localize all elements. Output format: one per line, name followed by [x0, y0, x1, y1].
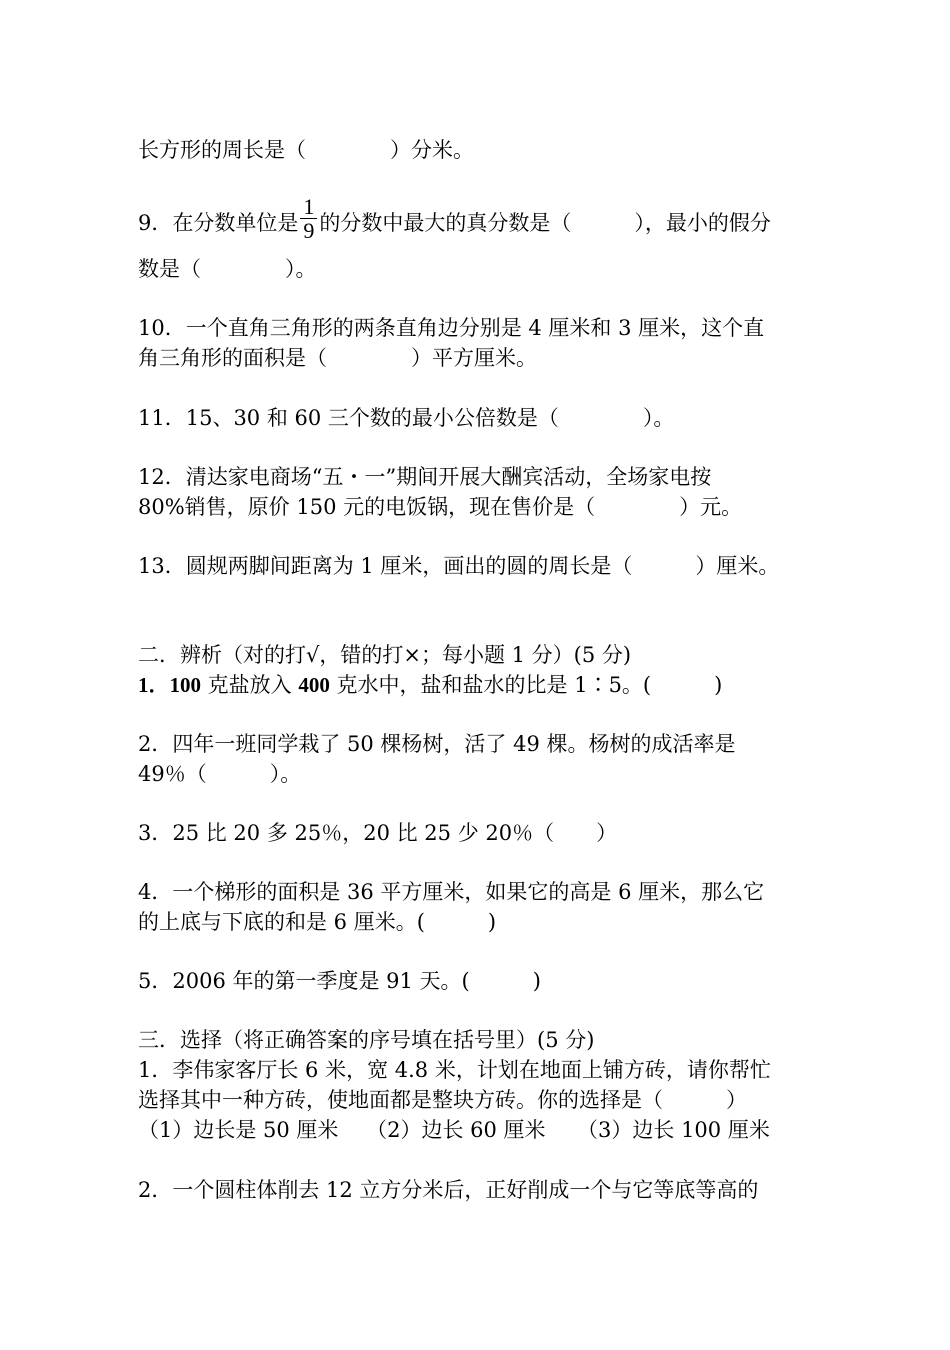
q9-text-a: 9．在分数单位是 — [138, 211, 299, 235]
section-2-question-3: 3．25 比 20 多 25％，20 比 25 少 20％（ ） — [138, 821, 618, 845]
q9-text-b: 的分数中最大的真分数是（ ），最小的假分 — [319, 211, 771, 235]
question-13: 13．圆规两脚间距离为 1 厘米，画出的圆的周长是（ ）厘米。 — [138, 554, 780, 578]
question-10-line-2: 角三角形的面积是（ ）平方厘米。 — [138, 346, 537, 370]
section-2-question-4-line-2: 的上底与下底的和是 6 厘米。( ) — [138, 910, 497, 934]
s2q1-number: 1．100 — [138, 673, 201, 697]
section-3-question-2-line-1: 2．一个圆柱体削去 12 立方分米后，正好削成一个与它等底等高的 — [138, 1178, 759, 1202]
section-3-title: 三．选择（将正确答案的序号填在括号里）(5 分) — [138, 1028, 595, 1052]
section-3-question-1-line-2: 选择其中一种方砖，使地面都是整块方砖。你的选择是（ ） — [138, 1088, 747, 1112]
section-2-question-2-line-2: 49％（ ）。 — [138, 762, 302, 786]
section-2-question-5: 5．2006 年的第一季度是 91 天。( ) — [138, 969, 541, 993]
question-12-line-2: 80%销售，原价 150 元的电饭锅，现在售价是（ ）元。 — [138, 495, 743, 519]
s2q1-bold-400: 400 — [298, 673, 330, 697]
section-2-title: 二．辨析（对的打√，错的打×；每小题 1 分）(5 分) — [138, 643, 632, 667]
fraction-one-ninth — [300, 196, 317, 241]
section-2-question-4-line-1: 4．一个梯形的面积是 36 平方厘米，如果它的高是 6 厘米，那么它 — [138, 880, 765, 904]
question-9-line-1 — [138, 194, 771, 243]
section-2-question-2-line-1: 2．四年一班同学栽了 50 棵杨树，活了 49 棵。杨树的成活率是 — [138, 732, 736, 756]
section-2-question-1 — [138, 670, 722, 700]
s2q1-text-c: 克水中，盐和盐水的比是 1∶5。( ) — [329, 673, 723, 697]
line-rect-perimeter: 长方形的周长是（ ）分米。 — [138, 138, 474, 162]
question-10-line-1: 10．一个直角三角形的两条直角边分别是 4 厘米和 3 厘米，这个直 — [138, 316, 765, 340]
section-3-question-1-line-1: 1．李伟家客厅长 6 米，宽 4.8 米，计划在地面上铺方砖，请你帮忙 — [138, 1058, 771, 1082]
s2q1-text-a: 克盐放入 — [201, 673, 299, 697]
section-3-question-1-options: （1）边长是 50 厘米 （2）边长 60 厘米 （3）边长 100 厘米 — [138, 1118, 770, 1142]
fraction-numerator: 1 — [300, 196, 317, 219]
question-9-line-2: 数是（ ）。 — [138, 257, 317, 281]
fraction-denominator: 9 — [303, 218, 315, 243]
question-12-line-1: 12．清达家电商场“五・一”期间开展大酬宾活动，全场家电按 — [138, 465, 712, 489]
question-11: 11．15、30 和 60 三个数的最小公倍数是（ ）。 — [138, 406, 675, 430]
